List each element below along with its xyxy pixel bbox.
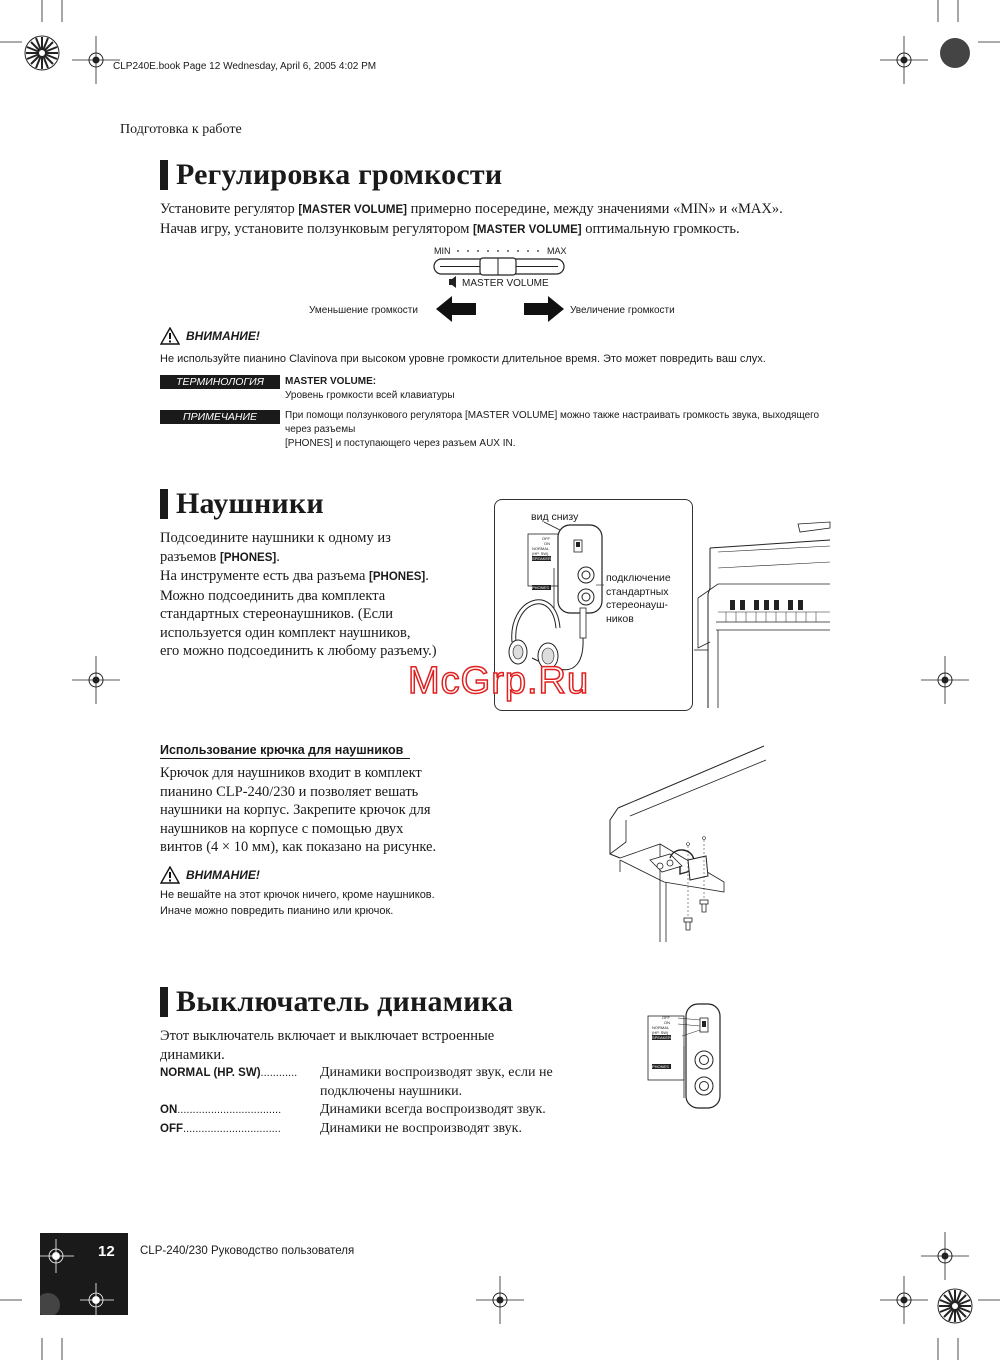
fig-decrease-label: Уменьшение громкости	[309, 305, 418, 316]
terminology-text: Уровень громкости всей клавиатуры	[285, 390, 455, 401]
speaker-option-off: OFF................................ Динамики не воспроизводят звук.	[160, 1120, 522, 1136]
footer-manual-title: CLP-240/230 Руководство пользователя	[140, 1245, 355, 1257]
volume-instructions: Установите регулятор [MASTER VOLUME] примерно посередине, между значениями «MIN» и «MAX». Начав игру, установите ползунковым регулятором [MASTER VOLUME] оптимальную громкость.	[160, 201, 783, 237]
section-title-speaker: Выключатель динамика	[160, 985, 513, 1019]
warning-triangle-icon	[160, 866, 180, 884]
fig-max-label: MAX	[547, 246, 567, 256]
terminology-label: ТЕРМИНОЛОГИЯ	[160, 375, 280, 389]
fig-connection-caption: подключение стандартных стереонауш- ников	[606, 572, 671, 625]
speaker-options-list	[160, 1064, 600, 1138]
heading-bar	[160, 987, 168, 1017]
watermark-text: McGrp.Ru	[408, 660, 590, 702]
footer-registration-marks	[40, 1233, 128, 1315]
speaker-option-on: ON.................................. Динамики всегда воспроизводят звук.	[160, 1102, 546, 1117]
hook-subheading: Использование крючка для наушников	[160, 743, 410, 759]
warning-triangle-icon	[160, 327, 180, 345]
page-number: 12	[98, 1243, 115, 1260]
fig-bottom-view-label: вид снизу	[531, 511, 579, 523]
warning-heading-volume: ВНИМАНИЕ!	[160, 327, 260, 345]
speaker-description: Этот выключатель включает и выключает встроенные динамики.	[160, 1028, 495, 1063]
piano-illustration	[688, 518, 833, 708]
breadcrumb: Подготовка к работе	[120, 122, 242, 137]
note-label: ПРИМЕЧАНИЕ	[160, 410, 280, 424]
terminology-title: MASTER VOLUME:	[285, 376, 377, 387]
warning-text-volume: Не используйте пианино Clavinova при высоком уровне громкости длительное время. Это может повредить ваш слух.	[160, 353, 766, 365]
speaker-option-normal-cont: подключены наушники.	[320, 1083, 463, 1099]
headphones-instructions: Подсоедините наушники к одному из разъемов [PHONES]. На инструменте есть два разъема [PHONES]. Можно подсоединить два комплекта стандартных стереонаушников. (Если используется один комплект наушников, его можно подсоединить к любому разъему.)	[160, 530, 437, 659]
section-title-headphones: Наушники	[160, 487, 324, 521]
warning-text-hook: Не вешайте на этот крючок ничего, кроме наушников. Иначе можно повредить пианино или крючок.	[160, 889, 435, 917]
fig-master-volume-label: MASTER VOLUME	[462, 278, 549, 289]
fig-panel-labels: OFF ON NORMAL (HP. SW) SPEAKER PHONES	[532, 536, 551, 590]
fig-increase-label: Увеличение громкости	[570, 305, 675, 316]
hook-instructions: Крючок для наушников входит в комплект пианино CLP-240/230 и позволяет вешать наушники на корпус. Закрепите крючок для наушников на корпусе с помощью двух винтов (4 × 10 мм), как показано на рисунке.	[160, 765, 437, 855]
book-info-line: CLP240E.book Page 12 Wednesday, April 6, 2005 4:02 PM	[113, 61, 377, 72]
heading-bar	[160, 489, 168, 519]
heading-bar	[160, 160, 168, 190]
fig-min-label: MIN	[434, 246, 451, 256]
speaker-panel-labels: OFF ON NORMAL (HP. SW) SPEAKER PHONES	[652, 1015, 671, 1069]
arrow-right-icon	[524, 296, 564, 322]
warning-heading-hook: ВНИМАНИЕ!	[160, 866, 260, 884]
headphone-hook-illustration	[604, 742, 772, 947]
note-text: При помощи ползункового регулятора [MASTER VOLUME] можно также настраивать громкость звука, выходящего через разъемы [PHONES] и поступающего через разъем AUX IN.	[285, 410, 820, 449]
speaker-option-normal: NORMAL (HP. SW)............ Динамики воспроизводят звук, если не	[160, 1065, 553, 1080]
section-title-volume: Регулировка громкости	[160, 158, 502, 192]
arrow-left-icon	[436, 296, 476, 322]
